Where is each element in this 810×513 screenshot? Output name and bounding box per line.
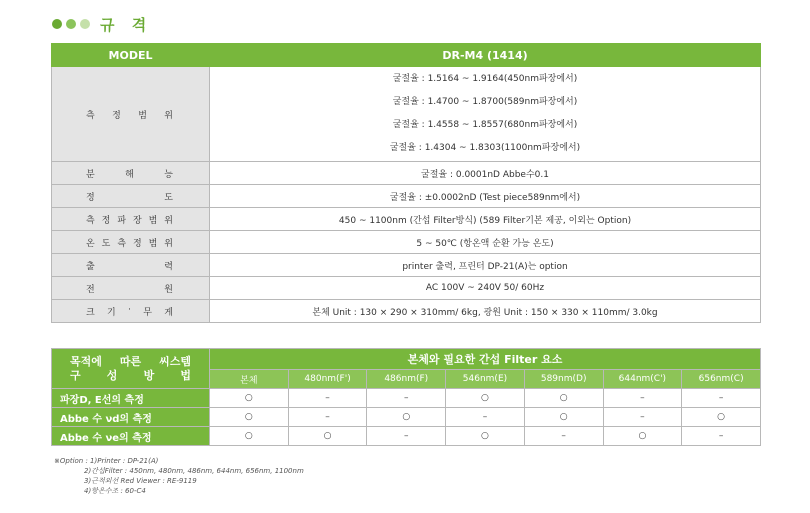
table-cell: – (367, 389, 446, 408)
spec-table (51, 43, 761, 323)
column-header: 656nm(C) (682, 370, 761, 389)
column-header: 본체 (210, 370, 289, 389)
column-header: 480nm(F') (288, 370, 367, 389)
note-line: 3)근적외선 Red Viewer : RE-9119 (84, 477, 197, 485)
table-cell: ○ (210, 427, 289, 446)
table-cell: ○ (524, 389, 603, 408)
table-cell: ○ (524, 408, 603, 427)
table-row (52, 408, 761, 427)
spec-row-accuracy: 정 도 굴절율 : ±0.0002nD (Test piece589nm에서) (52, 185, 761, 208)
table-cell: ○ (210, 389, 289, 408)
bullet-dot-icon (80, 19, 90, 29)
column-header: 589nm(D) (524, 370, 603, 389)
section-heading (52, 12, 152, 36)
column-header: 546nm(E) (446, 370, 525, 389)
table-cell: – (367, 427, 446, 446)
table-cell: ○ (446, 427, 525, 446)
spec-row-resolution: 분 해 능 굴절율 : 0.0001nD Abbe수0.1 (52, 162, 761, 185)
table-cell: – (288, 389, 367, 408)
table-cell: – (524, 427, 603, 446)
spec-value: 450 ~ 1100nm (간섭 Filter방식) (589 Filter기본 제공, 이외는 Option) (210, 208, 761, 231)
table-cell: ○ (288, 427, 367, 446)
row-label: Abbe 수 νd의 측정 (52, 408, 210, 427)
system-config-table (51, 348, 761, 446)
system-title: 목적에 따른 씨스템 구 성 방 법 (52, 349, 210, 389)
filter-group-header: 본체와 필요한 간섭 Filter 요소 (210, 349, 761, 370)
range-line: 굴절율 : 1.4700 ~ 1.8700(589nm파장에서) (392, 97, 578, 107)
table-row (52, 389, 761, 408)
spec-value: printer 출력, 프린터 DP-21(A)는 option (210, 254, 761, 277)
row-label: 파장D, E선의 측정 (52, 389, 210, 408)
note-line: ※Option : 1)Printer : DP-21(A) (54, 457, 159, 465)
spec-value: 굴절율 : 0.0001nD Abbe수0.1 (210, 162, 761, 185)
spec-value: 본체 Unit : 130 × 290 × 310mm/ 6kg, 광원 Unit : 150 × 330 × 110mm/ 3.0kg (210, 300, 761, 323)
range-line: 굴절율 : 1.4558 ~ 1.8557(680nm파장에서) (392, 120, 578, 130)
table-cell: – (603, 408, 682, 427)
spec-row-wavelength: 측 정 파 장 범 위 450 ~ 1100nm (간섭 Filter방식) (589 Filter기본 제공, 이외는 Option) (52, 208, 761, 231)
spec-row-size-weight: 크 기 · 무 게 본체 Unit : 130 × 290 × 310mm/ 6kg, 광원 Unit : 150 × 330 × 110mm/ 3.0kg (52, 300, 761, 323)
table-cell: – (682, 427, 761, 446)
spec-value-range (210, 67, 761, 162)
column-header: 486nm(F) (367, 370, 446, 389)
column-header: 644nm(C') (603, 370, 682, 389)
note-line: 2)간섭Filter : 450nm, 480nm, 486nm, 644nm, 656nm, 1100nm (84, 467, 304, 475)
table-cell: ○ (603, 427, 682, 446)
table-cell: – (288, 408, 367, 427)
table-cell: ○ (210, 408, 289, 427)
option-notes (54, 456, 304, 496)
table-cell: – (446, 408, 525, 427)
section-title: 규 격 (100, 15, 153, 34)
spec-row-temperature: 온 도 측 정 범 위 5 ~ 50℃ (항온액 순환 가능 온도) (52, 231, 761, 254)
label-chars: 측 정 범 위 (86, 110, 175, 121)
model-label: MODEL (52, 44, 210, 67)
table-cell: ○ (682, 408, 761, 427)
table-cell: – (603, 389, 682, 408)
spec-value: 5 ~ 50℃ (항온액 순환 가능 온도) (210, 231, 761, 254)
table-cell: – (682, 389, 761, 408)
bullet-dot-icon (66, 19, 76, 29)
model-value: DR-M4 (1414) (210, 44, 761, 67)
row-label: Abbe 수 νe의 측정 (52, 427, 210, 446)
table-cell: ○ (367, 408, 446, 427)
table-row (52, 427, 761, 446)
spec-value: 굴절율 : ±0.0002nD (Test piece589nm에서) (210, 185, 761, 208)
note-line: 4)항온수조 : 60-C4 (84, 487, 146, 495)
table-cell: ○ (446, 389, 525, 408)
range-line: 굴절율 : 1.5164 ~ 1.9164(450nm파장에서) (392, 74, 578, 84)
spec-row-power: 전 원 AC 100V ~ 240V 50/ 60Hz (52, 277, 761, 300)
spec-row-output: 출 력 printer 출력, 프린터 DP-21(A)는 option (52, 254, 761, 277)
bullet-dot-icon (52, 19, 62, 29)
spec-value: AC 100V ~ 240V 50/ 60Hz (210, 277, 761, 300)
spec-label-range (52, 67, 210, 162)
range-line: 굴절율 : 1.4304 ~ 1.8303(1100nm파장에서) (389, 143, 581, 153)
